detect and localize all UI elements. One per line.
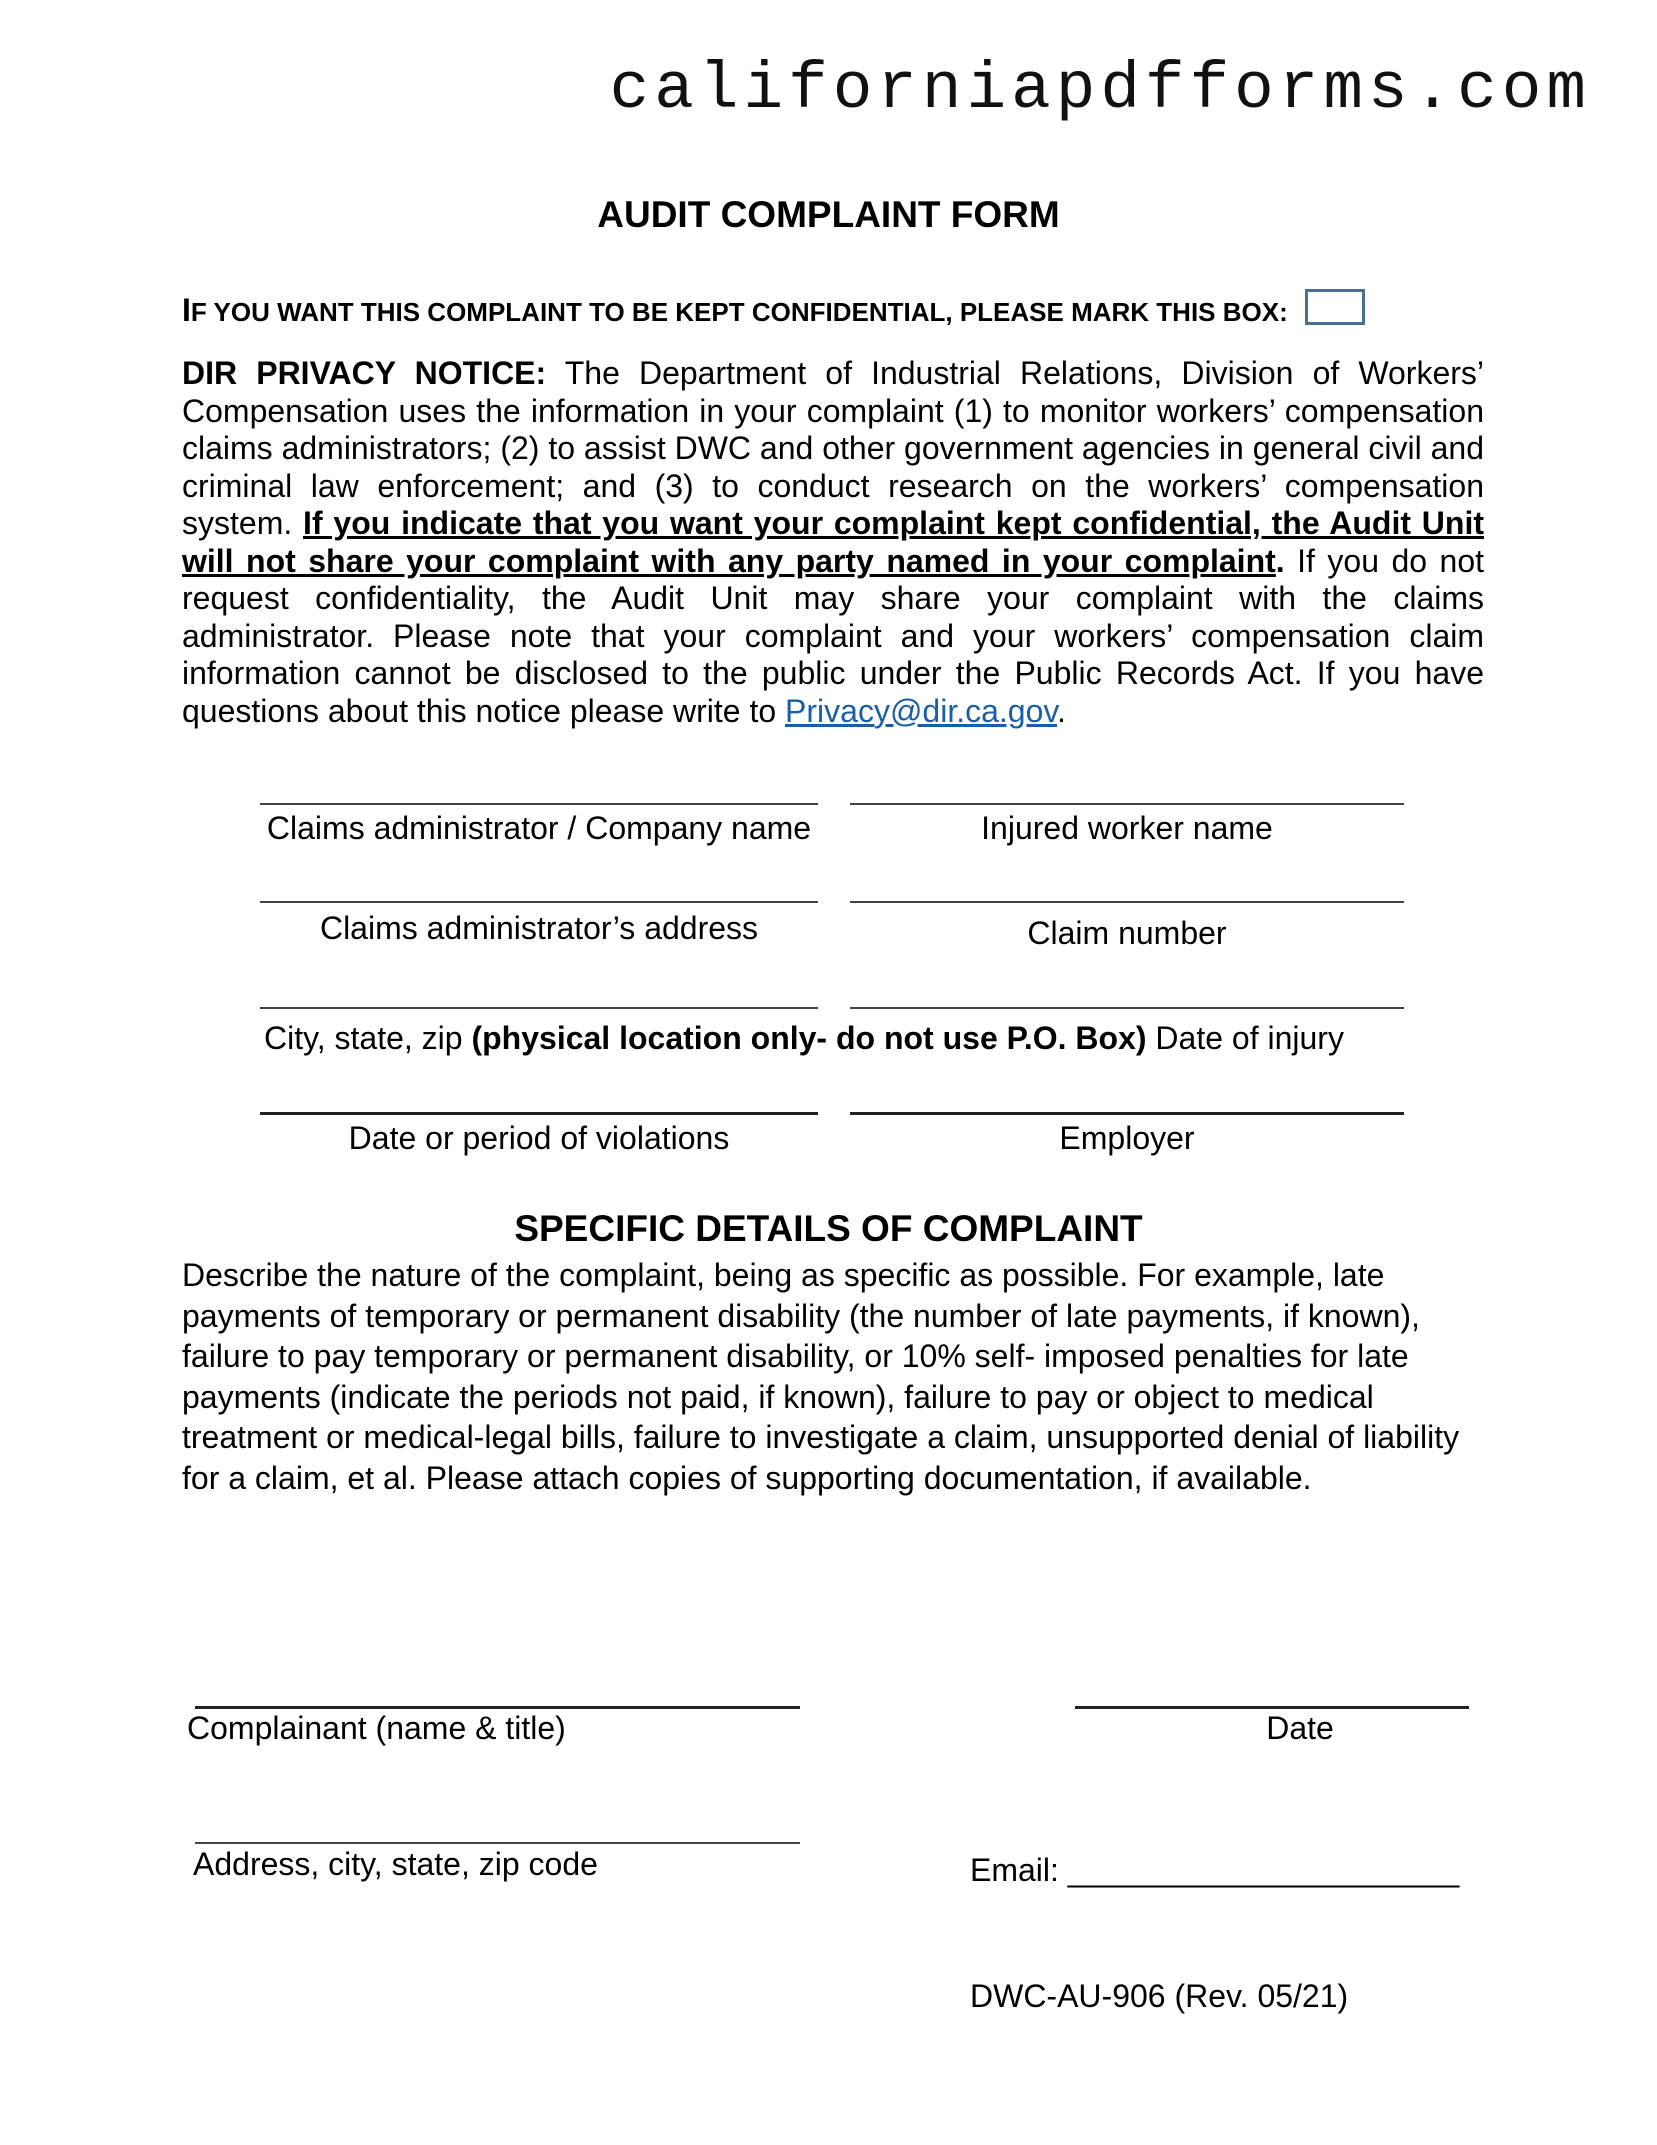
privacy-email-link[interactable]: Privacy@dir.ca.gov xyxy=(785,692,1058,729)
email-field[interactable]: Email: ______________________ xyxy=(970,1852,1460,1888)
description-line: treatment or medical-legal bills, failure to investigate a claim, unsupported denial of liability xyxy=(182,1419,1460,1455)
date-label: Date xyxy=(1266,1710,1334,1746)
injured-worker-line[interactable] xyxy=(850,803,1404,805)
date-of-injury-label: Date of injury xyxy=(1146,1020,1344,1056)
confidential-text: F YOU WANT THIS COMPLAINT TO BE KEPT CONFIDENTIAL, PLEASE MARK THIS BOX: xyxy=(190,297,1288,327)
employer-label: Employer xyxy=(1059,1120,1195,1156)
specific-details-title: SPECIFIC DETAILS OF COMPLAINT xyxy=(514,1208,1143,1249)
date-line[interactable] xyxy=(1075,1706,1469,1709)
claims-admin-address-label: Claims administrator’s address xyxy=(319,910,759,946)
privacy-notice-heading: DIR PRIVACY NOTICE: xyxy=(182,355,547,391)
address-line[interactable] xyxy=(195,1842,800,1844)
privacy-notice-text-2: If you do not request confidentiality, the Audit Unit may share your complaint with the claims administrator. Please note that your complaint and your workers’ compensation claim information cannot be disclosed to the public under the Public Records Act. If you have questions about this notice please write to xyxy=(182,542,1485,729)
privacy-notice-confidential-statement: If you indicate that you want your complaint kept confidential, the Audit Unit will not share your complaint with any party named in your complaint xyxy=(182,505,1485,579)
city-state-zip-line[interactable] xyxy=(260,1007,818,1009)
privacy-notice-end: . xyxy=(1057,692,1066,729)
city-state-zip-text: City, state, zip xyxy=(264,1020,472,1056)
form-code: DWC-AU-906 (Rev. 05/21) xyxy=(970,1978,1349,2014)
employer-line[interactable] xyxy=(850,1112,1404,1115)
description-line: for a claim, et al. Please attach copies of supporting documentation, if available. xyxy=(182,1459,1312,1496)
claims-admin-company-line[interactable] xyxy=(260,803,818,805)
complainant-label: Complainant (name & title) xyxy=(187,1710,566,1746)
violations-date-line[interactable] xyxy=(260,1112,818,1115)
privacy-notice-text-1: The Department of Industrial Relations, Division of Workers’ Compensation uses the information in your complaint (1) to monitor workers’ compensation claims administrators; (2) to assist DWC and other government agencies in general civil and criminal law enforcement; and (3) to conduct research on the workers’ compensation system. xyxy=(182,355,1485,541)
physical-location-note: (physical location only- do not use P.O. Box) xyxy=(471,1020,1147,1056)
confidential-first-letter: I xyxy=(182,292,191,328)
description-line: failure to pay temporary or permanent disability, or 10% self- imposed penalties for late xyxy=(182,1338,1409,1374)
address-label: Address, city, state, zip code xyxy=(193,1846,598,1882)
confidential-prompt xyxy=(182,292,1288,329)
claims-admin-address-line[interactable] xyxy=(260,901,818,903)
watermark: californiapdfforms.com xyxy=(609,52,1591,127)
city-state-zip-label xyxy=(264,1020,1344,1057)
complainant-line[interactable] xyxy=(195,1706,800,1709)
date-of-injury-line[interactable] xyxy=(850,1007,1404,1009)
description-line: Describe the nature of the complaint, being as specific as possible. For example, late xyxy=(182,1257,1385,1293)
injured-worker-label: Injured worker name xyxy=(981,810,1273,846)
claim-number-label: Claim number xyxy=(1027,915,1227,951)
privacy-notice xyxy=(182,355,1484,730)
privacy-notice-period: . xyxy=(1275,542,1285,579)
description-line: payments of temporary or permanent disability (the number of late payments, if known), xyxy=(182,1297,1420,1334)
claim-number-line[interactable] xyxy=(850,901,1404,903)
claims-admin-company-label: Claims administrator / Company name xyxy=(266,810,812,846)
description-line: payments (indicate the periods not paid, if known), failure to pay or object to medical xyxy=(182,1378,1374,1415)
confidential-checkbox[interactable] xyxy=(1305,289,1365,325)
specific-details-description xyxy=(182,1255,1492,1498)
violations-date-label: Date or period of violations xyxy=(348,1120,730,1156)
form-title: AUDIT COMPLAINT FORM xyxy=(597,194,1060,235)
